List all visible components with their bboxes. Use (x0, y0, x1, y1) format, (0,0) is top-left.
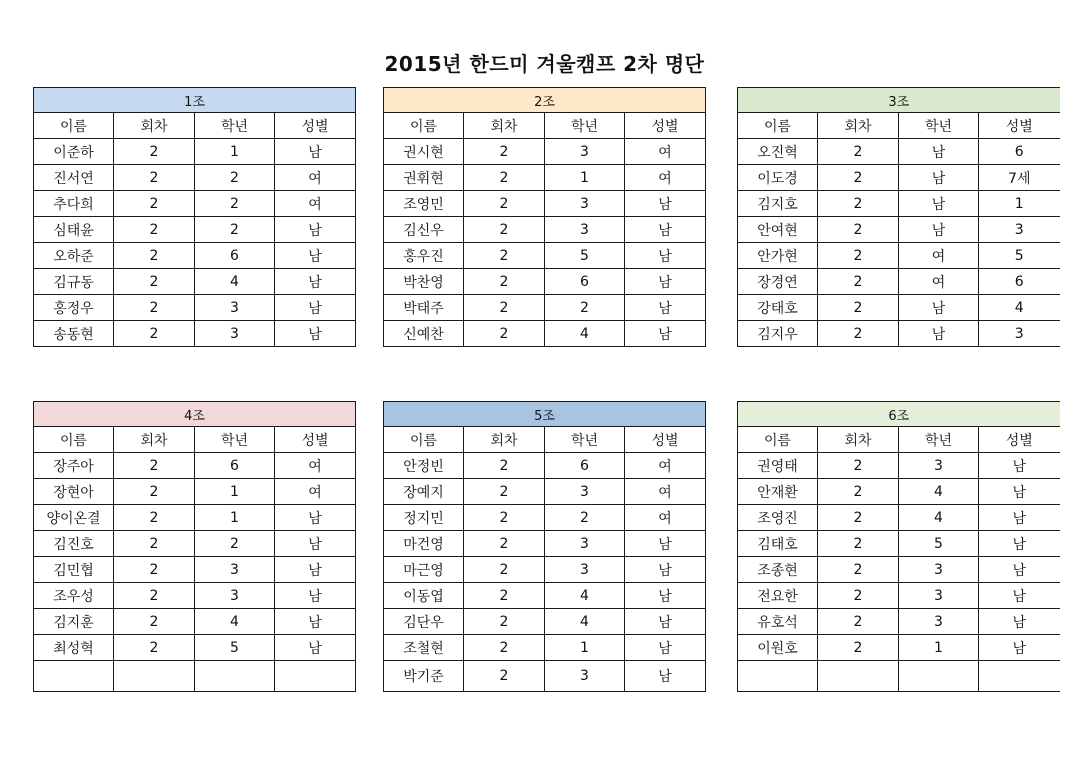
table-cell: 2 (818, 479, 899, 505)
table-row (34, 661, 356, 692)
table-cell: 3 (545, 531, 625, 557)
table-cell: 남 (275, 583, 356, 609)
table-row (34, 505, 356, 531)
column-header: 성별 (625, 427, 706, 453)
table-cell: 여 (625, 165, 706, 191)
table-cell: 3 (195, 321, 275, 347)
table-cell: 7세 (979, 165, 1060, 191)
table-cell: 2 (464, 661, 545, 692)
column-header: 회차 (464, 427, 545, 453)
column-header: 회차 (818, 427, 899, 453)
table-row (738, 479, 1060, 505)
table-cell: 2 (818, 453, 899, 479)
table-cell: 여 (625, 453, 706, 479)
table-cell: 1 (195, 479, 275, 505)
group-header: 2조 (384, 88, 706, 113)
table-cell: 6 (545, 269, 625, 295)
table-cell: 2 (464, 557, 545, 583)
table-cell: 2 (464, 479, 545, 505)
table-cell: 심태윤 (34, 217, 114, 243)
table-cell: 이원호 (738, 635, 818, 661)
table-cell: 2 (114, 479, 195, 505)
group-4-table (33, 401, 356, 692)
table-cell: 2 (818, 269, 899, 295)
table-cell: 남 (275, 609, 356, 635)
table-cell: 2 (114, 635, 195, 661)
table-cell: 2 (818, 243, 899, 269)
table-cell: 김단우 (384, 609, 464, 635)
table-cell: 3 (545, 191, 625, 217)
table-cell: 남 (979, 531, 1060, 557)
table-cell: 이준하 (34, 139, 114, 165)
table-cell: 2 (818, 557, 899, 583)
table-cell: 2 (114, 217, 195, 243)
table-cell: 남 (979, 583, 1060, 609)
table-row (384, 505, 706, 531)
column-header: 회차 (464, 113, 545, 139)
table-cell: 여 (275, 479, 356, 505)
table-row (384, 557, 706, 583)
table-cell: 2 (114, 295, 195, 321)
group-2-table (383, 87, 706, 347)
table-cell: 박기준 (384, 661, 464, 692)
table-cell: 남 (899, 295, 979, 321)
table-cell: 안여현 (738, 217, 818, 243)
table-cell: 남 (625, 531, 706, 557)
table-cell: 1 (899, 635, 979, 661)
table-cell: 남 (625, 661, 706, 692)
table-cell: 남 (625, 557, 706, 583)
table-cell: 여 (625, 505, 706, 531)
table-cell: 남 (625, 609, 706, 635)
table-row (34, 139, 356, 165)
table-cell: 2 (464, 269, 545, 295)
table-cell: 홍우진 (384, 243, 464, 269)
table-cell (195, 661, 275, 692)
table-cell: 여 (275, 165, 356, 191)
table-cell: 강태호 (738, 295, 818, 321)
table-cell: 안재환 (738, 479, 818, 505)
table-cell: 신예찬 (384, 321, 464, 347)
table-cell: 여 (625, 479, 706, 505)
table-cell: 5 (545, 243, 625, 269)
table-cell: 남 (275, 243, 356, 269)
group-3-table (737, 87, 1060, 347)
table-cell: 2 (464, 139, 545, 165)
table-cell: 이동엽 (384, 583, 464, 609)
table-cell: 3 (545, 557, 625, 583)
table-cell: 남 (625, 321, 706, 347)
table-cell: 조영민 (384, 191, 464, 217)
table-cell: 1 (195, 505, 275, 531)
table-cell: 장예지 (384, 479, 464, 505)
table-cell: 2 (114, 165, 195, 191)
table-cell: 2 (114, 243, 195, 269)
table-cell: 2 (464, 321, 545, 347)
table-cell: 6 (195, 243, 275, 269)
table-row (384, 531, 706, 557)
table-cell: 2 (464, 583, 545, 609)
table-cell: 진서연 (34, 165, 114, 191)
table-cell: 오진혁 (738, 139, 818, 165)
table-cell: 조종현 (738, 557, 818, 583)
table-cell: 2 (464, 217, 545, 243)
table-row (34, 191, 356, 217)
table-row (34, 609, 356, 635)
column-header: 학년 (545, 113, 625, 139)
table-cell: 3 (979, 217, 1060, 243)
table-cell: 정지민 (384, 505, 464, 531)
table-cell: 3 (195, 295, 275, 321)
table-cell: 2 (114, 583, 195, 609)
table-cell: 2 (114, 453, 195, 479)
table-cell: 여 (899, 243, 979, 269)
roster-table (383, 87, 706, 347)
table-cell: 3 (195, 583, 275, 609)
table-row (738, 609, 1060, 635)
table-cell: 2 (545, 295, 625, 321)
table-cell: 남 (979, 609, 1060, 635)
table-cell: 남 (979, 453, 1060, 479)
table-cell: 김신우 (384, 217, 464, 243)
table-cell: 마건영 (384, 531, 464, 557)
table-cell: 4 (545, 321, 625, 347)
table-cell: 2 (818, 505, 899, 531)
table-cell: 조철현 (384, 635, 464, 661)
roster-table (737, 87, 1060, 347)
table-cell: 홍정우 (34, 295, 114, 321)
column-header: 성별 (275, 113, 356, 139)
table-row (384, 453, 706, 479)
table-cell: 남 (979, 479, 1060, 505)
table-cell: 1 (545, 165, 625, 191)
table-cell: 안정빈 (384, 453, 464, 479)
table-cell: 김지우 (738, 321, 818, 347)
group-header: 4조 (34, 402, 356, 427)
table-row (34, 269, 356, 295)
table-cell: 남 (625, 583, 706, 609)
table-cell: 조우성 (34, 583, 114, 609)
group-header: 3조 (738, 88, 1060, 113)
table-cell (34, 661, 114, 692)
table-cell: 2 (545, 505, 625, 531)
table-cell: 2 (195, 191, 275, 217)
table-row (384, 321, 706, 347)
column-header: 이름 (384, 427, 464, 453)
table-row (738, 321, 1060, 347)
table-cell: 4 (979, 295, 1060, 321)
table-cell: 3 (979, 321, 1060, 347)
table-cell: 남 (625, 269, 706, 295)
table-row (738, 295, 1060, 321)
table-row (34, 635, 356, 661)
table-cell: 남 (979, 557, 1060, 583)
table-row (384, 583, 706, 609)
table-cell: 3 (899, 583, 979, 609)
table-row (34, 295, 356, 321)
column-header: 성별 (979, 113, 1060, 139)
table-cell: 5 (899, 531, 979, 557)
table-cell: 4 (195, 609, 275, 635)
table-cell: 장현아 (34, 479, 114, 505)
table-row (384, 165, 706, 191)
table-cell: 3 (195, 557, 275, 583)
table-row (738, 583, 1060, 609)
table-cell: 남 (625, 217, 706, 243)
table-cell: 남 (275, 505, 356, 531)
table-cell: 2 (114, 139, 195, 165)
column-header: 회차 (818, 113, 899, 139)
table-cell: 4 (195, 269, 275, 295)
table-cell: 2 (464, 505, 545, 531)
table-cell: 여 (625, 139, 706, 165)
table-cell: 3 (899, 453, 979, 479)
table-cell: 2 (464, 295, 545, 321)
table-cell: 남 (899, 217, 979, 243)
table-cell: 2 (464, 609, 545, 635)
table-cell: 3 (545, 661, 625, 692)
table-cell: 2 (464, 453, 545, 479)
table-cell: 3 (545, 217, 625, 243)
roster-table (33, 401, 356, 692)
column-header: 학년 (899, 427, 979, 453)
table-cell: 권영태 (738, 453, 818, 479)
table-row (34, 165, 356, 191)
column-header: 학년 (195, 113, 275, 139)
table-row (34, 321, 356, 347)
group-6-table (737, 401, 1060, 692)
table-cell: 전요한 (738, 583, 818, 609)
table-cell: 2 (818, 321, 899, 347)
table-cell: 남 (899, 165, 979, 191)
page-title: 2015년 한드미 겨울캠프 2차 명단 (384, 52, 705, 76)
table-row (738, 557, 1060, 583)
table-cell: 6 (979, 139, 1060, 165)
column-header: 성별 (979, 427, 1060, 453)
table-cell: 2 (195, 165, 275, 191)
group-header: 6조 (738, 402, 1060, 427)
table-row (738, 269, 1060, 295)
table-cell: 조영진 (738, 505, 818, 531)
table-cell (114, 661, 195, 692)
table-cell: 1 (195, 139, 275, 165)
table-row (384, 191, 706, 217)
table-row (384, 635, 706, 661)
column-header: 학년 (545, 427, 625, 453)
table-cell: 2 (818, 635, 899, 661)
table-cell: 2 (464, 191, 545, 217)
table-cell (899, 661, 979, 692)
table-row (738, 191, 1060, 217)
table-cell: 이도경 (738, 165, 818, 191)
column-header: 이름 (738, 113, 818, 139)
table-cell: 2 (818, 531, 899, 557)
table-cell: 1 (545, 635, 625, 661)
table-row (738, 505, 1060, 531)
table-row (738, 243, 1060, 269)
table-row (34, 479, 356, 505)
table-row (738, 217, 1060, 243)
table-cell: 6 (545, 453, 625, 479)
column-header: 이름 (34, 427, 114, 453)
table-cell: 안가현 (738, 243, 818, 269)
table-cell: 남 (899, 139, 979, 165)
table-row (738, 661, 1060, 692)
table-cell: 남 (899, 191, 979, 217)
table-cell: 4 (899, 479, 979, 505)
table-cell: 2 (114, 531, 195, 557)
column-header: 이름 (384, 113, 464, 139)
column-header: 성별 (625, 113, 706, 139)
table-row (34, 557, 356, 583)
roster-table (737, 401, 1060, 692)
table-row (384, 479, 706, 505)
table-row (384, 243, 706, 269)
table-cell: 2 (464, 165, 545, 191)
table-cell: 3 (899, 557, 979, 583)
table-cell: 2 (464, 243, 545, 269)
column-header: 학년 (195, 427, 275, 453)
group-1-table (33, 87, 356, 347)
table-cell: 남 (625, 243, 706, 269)
table-cell: 남 (625, 635, 706, 661)
table-cell: 여 (275, 191, 356, 217)
table-cell: 남 (625, 191, 706, 217)
table-cell: 남 (275, 139, 356, 165)
table-cell: 송동현 (34, 321, 114, 347)
table-cell: 1 (979, 191, 1060, 217)
table-cell: 남 (275, 531, 356, 557)
table-cell: 오하준 (34, 243, 114, 269)
table-cell: 남 (275, 321, 356, 347)
table-row (384, 609, 706, 635)
table-cell: 2 (818, 609, 899, 635)
table-cell: 2 (114, 609, 195, 635)
column-header: 성별 (275, 427, 356, 453)
table-cell: 2 (114, 321, 195, 347)
table-row (738, 165, 1060, 191)
table-cell (275, 661, 356, 692)
table-cell: 2 (195, 217, 275, 243)
table-cell: 4 (899, 505, 979, 531)
table-cell: 2 (818, 217, 899, 243)
table-cell: 2 (114, 269, 195, 295)
table-cell: 남 (275, 295, 356, 321)
table-cell: 남 (625, 295, 706, 321)
table-cell: 김규동 (34, 269, 114, 295)
table-row (384, 295, 706, 321)
table-cell (979, 661, 1060, 692)
table-cell: 6 (195, 453, 275, 479)
table-cell: 2 (114, 505, 195, 531)
table-cell (738, 661, 818, 692)
table-cell: 김지훈 (34, 609, 114, 635)
table-row (738, 635, 1060, 661)
table-cell: 추다희 (34, 191, 114, 217)
table-row (738, 531, 1060, 557)
group-header: 5조 (384, 402, 706, 427)
table-cell: 2 (818, 583, 899, 609)
table-row (34, 531, 356, 557)
table-cell: 남 (979, 505, 1060, 531)
column-header: 이름 (34, 113, 114, 139)
table-cell: 4 (545, 609, 625, 635)
table-cell (818, 661, 899, 692)
table-cell: 2 (114, 557, 195, 583)
group-header: 1조 (34, 88, 356, 113)
table-cell: 2 (464, 635, 545, 661)
table-row (34, 217, 356, 243)
table-cell: 남 (979, 635, 1060, 661)
column-header: 회차 (114, 113, 195, 139)
table-cell: 김민협 (34, 557, 114, 583)
table-cell: 5 (979, 243, 1060, 269)
roster-table (33, 87, 356, 347)
table-cell: 장경연 (738, 269, 818, 295)
table-cell: 권시현 (384, 139, 464, 165)
table-cell: 양이온결 (34, 505, 114, 531)
group-5-table (383, 401, 706, 692)
table-cell: 박태주 (384, 295, 464, 321)
table-cell: 3 (899, 609, 979, 635)
table-cell: 6 (979, 269, 1060, 295)
table-cell: 4 (545, 583, 625, 609)
table-row (34, 453, 356, 479)
column-header: 회차 (114, 427, 195, 453)
table-cell: 마근영 (384, 557, 464, 583)
table-cell: 권휘현 (384, 165, 464, 191)
table-cell: 2 (195, 531, 275, 557)
table-row (34, 583, 356, 609)
table-cell: 김진호 (34, 531, 114, 557)
table-cell: 여 (899, 269, 979, 295)
table-cell: 2 (818, 295, 899, 321)
table-cell: 김태호 (738, 531, 818, 557)
column-header: 학년 (899, 113, 979, 139)
table-cell: 남 (275, 269, 356, 295)
table-cell: 남 (275, 557, 356, 583)
table-cell: 김지호 (738, 191, 818, 217)
table-cell: 2 (818, 139, 899, 165)
table-row (384, 139, 706, 165)
table-row (384, 661, 706, 692)
roster-table (383, 401, 706, 692)
table-row (34, 243, 356, 269)
table-cell: 박찬영 (384, 269, 464, 295)
table-row (384, 269, 706, 295)
table-cell: 장주아 (34, 453, 114, 479)
table-cell: 남 (275, 635, 356, 661)
table-cell: 남 (275, 217, 356, 243)
column-header: 이름 (738, 427, 818, 453)
table-row (738, 139, 1060, 165)
table-cell: 여 (275, 453, 356, 479)
table-cell: 2 (114, 191, 195, 217)
table-cell: 유호석 (738, 609, 818, 635)
table-cell: 3 (545, 479, 625, 505)
table-cell: 5 (195, 635, 275, 661)
table-cell: 2 (818, 165, 899, 191)
table-row (738, 453, 1060, 479)
table-cell: 최성혁 (34, 635, 114, 661)
table-row (384, 217, 706, 243)
table-cell: 2 (464, 531, 545, 557)
table-cell: 3 (545, 139, 625, 165)
table-cell: 2 (818, 191, 899, 217)
table-cell: 남 (899, 321, 979, 347)
